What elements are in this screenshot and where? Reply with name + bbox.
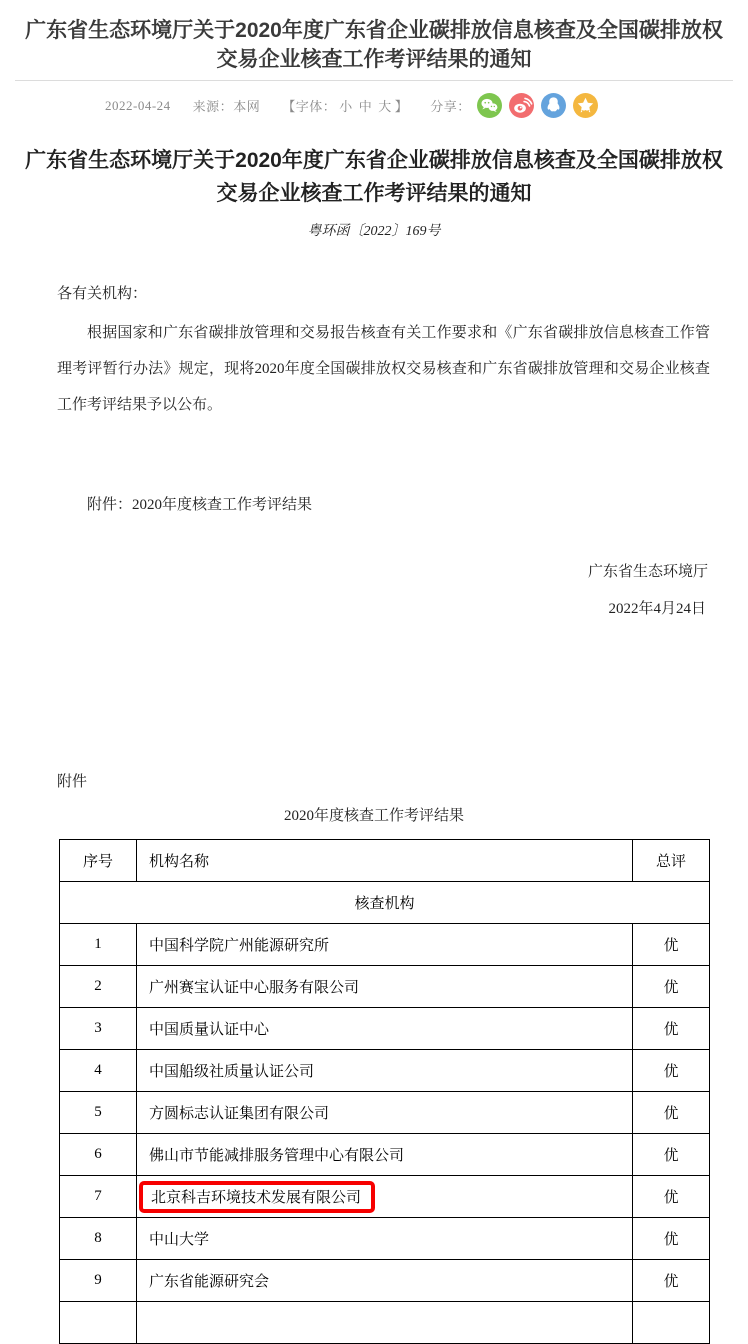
table-row (60, 1050, 710, 1092)
cell-rating: 优 (633, 924, 710, 966)
cell-name: 佛山市节能减排服务管理中心有限公司 (137, 1134, 633, 1176)
header-name: 机构名称 (137, 840, 633, 882)
cell-rating: 优 (633, 1176, 710, 1218)
cell-name: 广东省能源研究会 (137, 1260, 633, 1302)
cell-rating: 优 (633, 1008, 710, 1050)
table-row (60, 966, 710, 1008)
highlight-box: 北京科吉环境技术发展有限公司 (139, 1181, 375, 1213)
cell-rating: 优 (633, 966, 710, 1008)
issue-date: 2022年4月24日 (608, 601, 706, 617)
table-header-row (60, 840, 710, 882)
share-weibo-icon[interactable] (509, 93, 534, 118)
header-no: 序号 (60, 840, 137, 882)
cell-empty (60, 1302, 137, 1344)
cell-no: 2 (60, 966, 137, 1008)
share-label: 分享： (430, 99, 471, 114)
source-value: 本网 (233, 99, 261, 114)
attachment-reference: 附件：2020年度核查工作考评结果 (87, 497, 313, 513)
document-number: 粤环函〔2022〕169号 (307, 224, 441, 239)
cell-rating: 优 (633, 1218, 710, 1260)
font-size-label: 【字体： (282, 99, 337, 114)
table-row (60, 1134, 710, 1176)
salutation: 各有关机构： (57, 286, 148, 302)
appendix-label: 附件 (57, 774, 88, 790)
cell-name (137, 1176, 633, 1218)
cell-no: 4 (60, 1050, 137, 1092)
section-title: 核查机构 (60, 882, 710, 924)
font-size-medium-button[interactable]: 中 (358, 99, 373, 114)
cell-name: 方圆标志认证集团有限公司 (137, 1092, 633, 1134)
cell-no: 8 (60, 1218, 137, 1260)
cell-name: 广州赛宝认证中心服务有限公司 (137, 966, 633, 1008)
cell-rating: 优 (633, 1050, 710, 1092)
section-row (60, 882, 710, 924)
font-size-large-button[interactable]: 大 (378, 99, 392, 114)
cell-rating: 优 (633, 1092, 710, 1134)
share-qzone-icon[interactable] (573, 93, 598, 118)
publish-date: 2022-04-24 (105, 97, 171, 113)
table-row (60, 1176, 710, 1218)
cell-name: 中国船级社质量认证公司 (137, 1050, 633, 1092)
page-title: 广东省生态环境厅关于2020年度广东省企业碳排放信息核查及全国碳排放权交易企业核查工作考评结果的通知 (25, 19, 723, 71)
article-title: 广东省生态环境厅关于2020年度广东省企业碳排放信息核查及全国碳排放权交易企业核查工作考评结果的通知 (25, 149, 723, 205)
table-row (60, 1260, 710, 1302)
issuer-signature: 广东省生态环境厅 (587, 564, 708, 580)
cell-no: 3 (60, 1008, 137, 1050)
results-table (59, 839, 710, 1344)
cell-no: 9 (60, 1260, 137, 1302)
table-row (60, 1092, 710, 1134)
cell-no: 1 (60, 924, 137, 966)
table-row (60, 1218, 710, 1260)
header-rating: 总评 (633, 840, 710, 882)
body-paragraph: 根据国家和广东省碳排放管理和交易报告核查有关工作要求和《广东省碳排放信息核查工作管理考评暂行办法》规定，现将2020年度全国碳排放权交易核查和广东省碳排放管理和交易企业核查工作考评结果予以公布。 (57, 325, 710, 413)
title-divider (15, 80, 733, 81)
cell-name: 中国科学院广州能源研究所 (137, 924, 633, 966)
source-label: 来源： (192, 99, 234, 114)
meta-row (105, 93, 748, 118)
font-size-small-button[interactable]: 小 (339, 99, 353, 114)
cell-no: 6 (60, 1134, 137, 1176)
cell-rating: 优 (633, 1260, 710, 1302)
cell-no: 7 (60, 1176, 137, 1218)
cell-empty (137, 1302, 633, 1344)
page (0, 16, 748, 1290)
table-caption: 2020年度核查工作考评结果 (283, 808, 464, 824)
table-row (60, 924, 710, 966)
cell-name: 中国质量认证中心 (137, 1008, 633, 1050)
cell-name: 中山大学 (137, 1218, 633, 1260)
share-qq-icon[interactable] (541, 93, 566, 118)
cell-no: 5 (60, 1092, 137, 1134)
results-table-body (60, 882, 710, 1344)
share-wechat-icon[interactable] (477, 93, 502, 118)
font-size-label-close: 】 (394, 99, 409, 114)
share-icons (477, 93, 605, 118)
cell-rating: 优 (633, 1134, 710, 1176)
table-row (60, 1008, 710, 1050)
table-row-partial (60, 1302, 710, 1344)
cell-empty (633, 1302, 710, 1344)
